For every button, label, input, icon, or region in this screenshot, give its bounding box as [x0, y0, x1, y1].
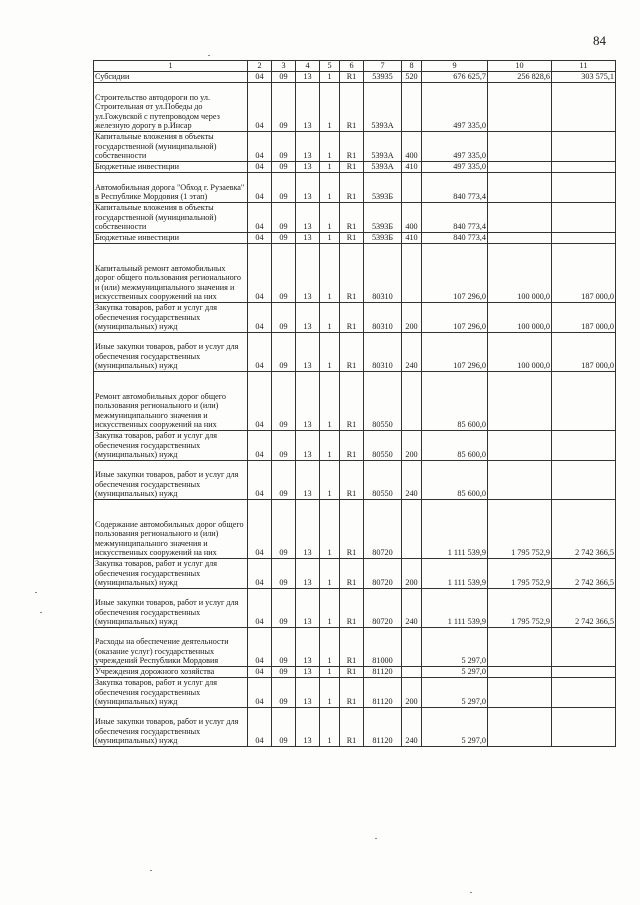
direction-code: 80310	[364, 244, 402, 303]
row-name: Расходы на обеспечение деятельности (оказание услуг) государственных учреждений Республики Мордовия	[94, 628, 248, 667]
section-code: 04	[248, 589, 272, 628]
direction-code: 80310	[364, 303, 402, 333]
subprogram-code: 1	[320, 500, 340, 559]
amount-year-3: 2 742 366,5	[552, 589, 616, 628]
subprogram-code: 1	[320, 203, 340, 233]
amount-year-1: 497 335,0	[422, 83, 488, 132]
header-cell: 6	[340, 61, 364, 72]
amount-year-1: 107 296,0	[422, 333, 488, 372]
direction-code: 5393Б	[364, 203, 402, 233]
amount-year-2: 256 828,6	[488, 72, 552, 83]
table-row	[94, 628, 616, 667]
amount-year-3: 2 742 366,5	[552, 559, 616, 589]
subsection-code: 09	[272, 500, 296, 559]
table-row	[94, 303, 616, 333]
row-name: Закупка товаров, работ и услуг для обеспечения государственных (муниципальных) нужд	[94, 559, 248, 589]
direction-code: 80720	[364, 559, 402, 589]
direction-code: 5393А	[364, 83, 402, 132]
direction-code: 80310	[364, 333, 402, 372]
amount-year-3	[552, 372, 616, 431]
subsection-code: 09	[272, 628, 296, 667]
project-code: R1	[340, 72, 364, 83]
program-code: 13	[296, 162, 320, 173]
table-row	[94, 173, 616, 203]
subprogram-code: 1	[320, 461, 340, 500]
subprogram-code: 1	[320, 708, 340, 747]
section-code: 04	[248, 162, 272, 173]
amount-year-2: 100 000,0	[488, 244, 552, 303]
amount-year-2: 100 000,0	[488, 333, 552, 372]
amount-year-3	[552, 83, 616, 132]
table-row	[94, 589, 616, 628]
program-code: 13	[296, 244, 320, 303]
subsection-code: 09	[272, 431, 296, 461]
subsection-code: 09	[272, 233, 296, 244]
project-code: R1	[340, 203, 364, 233]
subsection-code: 09	[272, 132, 296, 162]
amount-year-1: 85 600,0	[422, 461, 488, 500]
table-row	[94, 461, 616, 500]
direction-code: 53935	[364, 72, 402, 83]
program-code: 13	[296, 461, 320, 500]
expense-type-code	[402, 173, 422, 203]
header-cell: 9	[422, 61, 488, 72]
table-row	[94, 333, 616, 372]
direction-code: 5393Б	[364, 173, 402, 203]
program-code: 13	[296, 233, 320, 244]
subsection-code: 09	[272, 244, 296, 303]
expense-type-code: 240	[402, 461, 422, 500]
amount-year-2	[488, 628, 552, 667]
section-code: 04	[248, 372, 272, 431]
amount-year-3	[552, 628, 616, 667]
expense-type-code: 240	[402, 333, 422, 372]
project-code: R1	[340, 461, 364, 500]
program-code: 13	[296, 559, 320, 589]
amount-year-3	[552, 173, 616, 203]
program-code: 13	[296, 667, 320, 678]
program-code: 13	[296, 83, 320, 132]
expense-type-code: 200	[402, 303, 422, 333]
program-code: 13	[296, 628, 320, 667]
row-name: Капитальные вложения в объекты государственной (муниципальной) собственности	[94, 132, 248, 162]
subprogram-code: 1	[320, 233, 340, 244]
direction-code: 80550	[364, 372, 402, 431]
amount-year-1: 840 773,4	[422, 173, 488, 203]
row-name: Иные закупки товаров, работ и услуг для обеспечения государственных (муниципальных) нужд	[94, 333, 248, 372]
expense-type-code: 240	[402, 589, 422, 628]
amount-year-3	[552, 162, 616, 173]
project-code: R1	[340, 173, 364, 203]
amount-year-2: 1 795 752,9	[488, 559, 552, 589]
subsection-code: 09	[272, 162, 296, 173]
amount-year-2: 100 000,0	[488, 303, 552, 333]
row-name: Субсидии	[94, 72, 248, 83]
project-code: R1	[340, 162, 364, 173]
amount-year-3	[552, 203, 616, 233]
subprogram-code: 1	[320, 667, 340, 678]
header-cell: 3	[272, 61, 296, 72]
project-code: R1	[340, 233, 364, 244]
row-name: Закупка товаров, работ и услуг для обеспечения государственных (муниципальных) нужд	[94, 431, 248, 461]
program-code: 13	[296, 589, 320, 628]
amount-year-1: 107 296,0	[422, 303, 488, 333]
header-cell: 11	[552, 61, 616, 72]
subsection-code: 09	[272, 303, 296, 333]
header-cell: 2	[248, 61, 272, 72]
amount-year-2	[488, 83, 552, 132]
direction-code: 80720	[364, 589, 402, 628]
amount-year-2	[488, 203, 552, 233]
table-row	[94, 372, 616, 431]
direction-code: 81120	[364, 667, 402, 678]
expense-type-code: 200	[402, 678, 422, 708]
expense-type-code	[402, 372, 422, 431]
direction-code: 5393Б	[364, 233, 402, 244]
amount-year-2	[488, 708, 552, 747]
section-code: 04	[248, 83, 272, 132]
table-row	[94, 203, 616, 233]
program-code: 13	[296, 303, 320, 333]
section-code: 04	[248, 708, 272, 747]
project-code: R1	[340, 303, 364, 333]
table-row	[94, 678, 616, 708]
amount-year-3: 2 742 366,5	[552, 500, 616, 559]
table-row	[94, 667, 616, 678]
scan-speck	[208, 55, 210, 56]
amount-year-1: 497 335,0	[422, 132, 488, 162]
table-row	[94, 708, 616, 747]
table-row	[94, 500, 616, 559]
row-name: Иные закупки товаров, работ и услуг для обеспечения государственных (муниципальных) нужд	[94, 589, 248, 628]
amount-year-1: 676 625,7	[422, 72, 488, 83]
section-code: 04	[248, 303, 272, 333]
amount-year-3	[552, 678, 616, 708]
scan-speck	[375, 838, 377, 839]
amount-year-3: 187 000,0	[552, 244, 616, 303]
table-row	[94, 72, 616, 83]
subsection-code: 09	[272, 559, 296, 589]
row-name: Учреждения дорожного хозяйства	[94, 667, 248, 678]
expense-type-code: 520	[402, 72, 422, 83]
amount-year-2	[488, 372, 552, 431]
amount-year-2	[488, 173, 552, 203]
subprogram-code: 1	[320, 628, 340, 667]
table-body	[94, 72, 616, 747]
section-code: 04	[248, 431, 272, 461]
amount-year-1: 5 297,0	[422, 628, 488, 667]
project-code: R1	[340, 628, 364, 667]
amount-year-2	[488, 461, 552, 500]
row-name: Бюджетные инвестиции	[94, 162, 248, 173]
amount-year-1: 497 335,0	[422, 162, 488, 173]
subsection-code: 09	[272, 678, 296, 708]
amount-year-3: 187 000,0	[552, 303, 616, 333]
direction-code: 5393А	[364, 132, 402, 162]
section-code: 04	[248, 233, 272, 244]
section-code: 04	[248, 461, 272, 500]
program-code: 13	[296, 132, 320, 162]
amount-year-1: 840 773,4	[422, 233, 488, 244]
header-cell: 5	[320, 61, 340, 72]
direction-code: 81000	[364, 628, 402, 667]
table-row	[94, 83, 616, 132]
scan-speck	[40, 612, 42, 613]
table-row	[94, 132, 616, 162]
subsection-code: 09	[272, 461, 296, 500]
row-name: Капитальный ремонт автомобильных дорог общего пользования регионального и (или) межмуниципального значения и искусственных сооружений на них	[94, 244, 248, 303]
subprogram-code: 1	[320, 372, 340, 431]
header-cell: 4	[296, 61, 320, 72]
row-name: Ремонт автомобильных дорог общего пользования регионального и (или) межмуниципального значения и искусственных сооружений на них	[94, 372, 248, 431]
scan-speck	[35, 592, 37, 593]
section-code: 04	[248, 333, 272, 372]
direction-code: 80550	[364, 431, 402, 461]
amount-year-3	[552, 132, 616, 162]
table-row	[94, 431, 616, 461]
amount-year-2: 1 795 752,9	[488, 500, 552, 559]
project-code: R1	[340, 500, 364, 559]
direction-code: 5393А	[364, 162, 402, 173]
table-row	[94, 233, 616, 244]
expense-type-code: 200	[402, 559, 422, 589]
section-code: 04	[248, 500, 272, 559]
amount-year-1: 107 296,0	[422, 244, 488, 303]
subsection-code: 09	[272, 83, 296, 132]
header-row	[94, 61, 616, 72]
header-cell: 8	[402, 61, 422, 72]
project-code: R1	[340, 667, 364, 678]
section-code: 04	[248, 559, 272, 589]
row-name: Иные закупки товаров, работ и услуг для обеспечения государственных (муниципальных) нужд	[94, 461, 248, 500]
amount-year-1: 5 297,0	[422, 708, 488, 747]
direction-code: 80720	[364, 500, 402, 559]
direction-code: 81120	[364, 678, 402, 708]
section-code: 04	[248, 628, 272, 667]
subprogram-code: 1	[320, 132, 340, 162]
scan-speck	[470, 892, 472, 893]
section-code: 04	[248, 132, 272, 162]
subprogram-code: 1	[320, 559, 340, 589]
amount-year-1: 1 111 539,9	[422, 500, 488, 559]
program-code: 13	[296, 72, 320, 83]
subprogram-code: 1	[320, 83, 340, 132]
amount-year-2	[488, 132, 552, 162]
budget-table	[93, 60, 616, 747]
expense-type-code: 410	[402, 162, 422, 173]
amount-year-3	[552, 667, 616, 678]
section-code: 04	[248, 667, 272, 678]
program-code: 13	[296, 203, 320, 233]
expense-type-code: 240	[402, 708, 422, 747]
row-name: Автомобильная дорога "Обход г. Рузаевка" в Республике Мордовия (1 этап)	[94, 173, 248, 203]
project-code: R1	[340, 132, 364, 162]
table-row	[94, 162, 616, 173]
program-code: 13	[296, 708, 320, 747]
subsection-code: 09	[272, 333, 296, 372]
subprogram-code: 1	[320, 333, 340, 372]
direction-code: 81120	[364, 708, 402, 747]
program-code: 13	[296, 678, 320, 708]
header-cell: 10	[488, 61, 552, 72]
expense-type-code	[402, 83, 422, 132]
amount-year-3	[552, 431, 616, 461]
subprogram-code: 1	[320, 244, 340, 303]
page-number: 84	[593, 33, 606, 48]
subprogram-code: 1	[320, 72, 340, 83]
row-name: Содержание автомобильных дорог общего пользования регионального и (или) межмуниципального значения и искусственных сооружений на них	[94, 500, 248, 559]
subprogram-code: 1	[320, 173, 340, 203]
section-code: 04	[248, 203, 272, 233]
direction-code: 80550	[364, 461, 402, 500]
subprogram-code: 1	[320, 431, 340, 461]
project-code: R1	[340, 83, 364, 132]
project-code: R1	[340, 559, 364, 589]
project-code: R1	[340, 589, 364, 628]
project-code: R1	[340, 678, 364, 708]
project-code: R1	[340, 333, 364, 372]
project-code: R1	[340, 708, 364, 747]
expense-type-code	[402, 500, 422, 559]
subprogram-code: 1	[320, 303, 340, 333]
table-row	[94, 244, 616, 303]
section-code: 04	[248, 244, 272, 303]
amount-year-1: 5 297,0	[422, 678, 488, 708]
amount-year-1: 1 111 539,9	[422, 559, 488, 589]
subsection-code: 09	[272, 708, 296, 747]
row-name: Закупка товаров, работ и услуг для обеспечения государственных (муниципальных) нужд	[94, 678, 248, 708]
amount-year-2: 1 795 752,9	[488, 589, 552, 628]
subsection-code: 09	[272, 203, 296, 233]
amount-year-2	[488, 431, 552, 461]
header-cell: 7	[364, 61, 402, 72]
amount-year-2	[488, 162, 552, 173]
project-code: R1	[340, 372, 364, 431]
amount-year-3: 187 000,0	[552, 333, 616, 372]
amount-year-3: 303 575,1	[552, 72, 616, 83]
expense-type-code: 410	[402, 233, 422, 244]
subprogram-code: 1	[320, 589, 340, 628]
expense-type-code	[402, 667, 422, 678]
subprogram-code: 1	[320, 162, 340, 173]
subsection-code: 09	[272, 589, 296, 628]
amount-year-3	[552, 708, 616, 747]
subsection-code: 09	[272, 667, 296, 678]
row-name: Строительство автодороги по ул. Строительная от ул.Победы до ул.Гожувской с путепроводом через железную дорогу в р.Инсар	[94, 83, 248, 132]
table-row	[94, 559, 616, 589]
section-code: 04	[248, 678, 272, 708]
row-name: Капитальные вложения в объекты государственной (муниципальной) собственности	[94, 203, 248, 233]
program-code: 13	[296, 372, 320, 431]
expense-type-code: 200	[402, 431, 422, 461]
project-code: R1	[340, 244, 364, 303]
scan-speck	[150, 870, 152, 871]
amount-year-3	[552, 461, 616, 500]
program-code: 13	[296, 500, 320, 559]
amount-year-1: 840 773,4	[422, 203, 488, 233]
row-name: Закупка товаров, работ и услуг для обеспечения государственных (муниципальных) нужд	[94, 303, 248, 333]
expense-type-code	[402, 628, 422, 667]
subsection-code: 09	[272, 173, 296, 203]
program-code: 13	[296, 431, 320, 461]
subsection-code: 09	[272, 372, 296, 431]
section-code: 04	[248, 72, 272, 83]
amount-year-2	[488, 678, 552, 708]
amount-year-1: 1 111 539,9	[422, 589, 488, 628]
expense-type-code	[402, 244, 422, 303]
expense-type-code: 400	[402, 203, 422, 233]
section-code: 04	[248, 173, 272, 203]
subprogram-code: 1	[320, 678, 340, 708]
header-cell: 1	[94, 61, 248, 72]
project-code: R1	[340, 431, 364, 461]
amount-year-2	[488, 233, 552, 244]
program-code: 13	[296, 333, 320, 372]
amount-year-1: 85 600,0	[422, 431, 488, 461]
amount-year-3	[552, 233, 616, 244]
expense-type-code: 400	[402, 132, 422, 162]
subsection-code: 09	[272, 72, 296, 83]
program-code: 13	[296, 173, 320, 203]
row-name: Бюджетные инвестиции	[94, 233, 248, 244]
amount-year-2	[488, 667, 552, 678]
amount-year-1: 5 297,0	[422, 667, 488, 678]
row-name: Иные закупки товаров, работ и услуг для обеспечения государственных (муниципальных) нужд	[94, 708, 248, 747]
amount-year-1: 85 600,0	[422, 372, 488, 431]
